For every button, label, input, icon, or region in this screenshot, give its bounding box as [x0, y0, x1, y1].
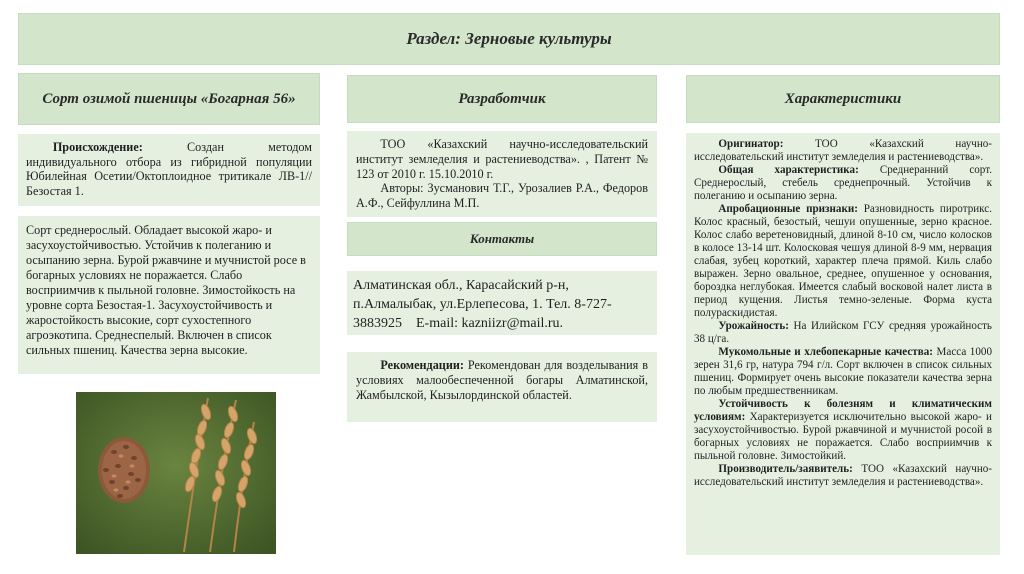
variety-heading: Сорт озимой пшеницы «Богарная 56» [42, 90, 296, 107]
characteristic-item [694, 346, 992, 398]
characteristic-label: Общая характеристика: [718, 164, 859, 176]
characteristic-text: Разновидность пиротрикс. Колос красный, безостый, чешуи опушенные, зерно красное. Колос слабо веретеновидный, длиной 8-10 см, число колосков в колосе 13-14 шт. Колосковая чешуя длиной 8-9 мм, нервация слабая, зубец короткий, характер плеча прямой. Киль слабо выражен. Зерно овальное, среднее, опушенное у основания, бороздка неглубокая. Имеется слабый восковой налет листа в период кущения. Листья темно-зеленые. Форма куста полураскидистая. [694, 203, 992, 319]
variety-description: Сорт среднерослый. Обладает высокой жаро- и засухоустойчивостью. Устойчив к полеганию и осыпанию зерна. Бурой ржавчине и мучнистой росе в богарных условиях не поражается. Слабо восприимчив к пыльной головне. Зимостойкость на уровне сорта Безостая-1. Засухоустойчивость и жаростойкость высокие, сорт сухостепного агроэкотипа. Среднеспелый. Включен в список сильных пшениц. Качества зерна высокие. [26, 223, 306, 357]
contacts-panel [347, 271, 657, 335]
characteristic-item [694, 320, 992, 346]
contacts-address-line: п.Алмалыбак, ул.Ерлепесова, 1. Тел. 8-727- [353, 297, 612, 312]
characteristics-list [694, 138, 992, 489]
wheat-image [76, 392, 276, 554]
contacts-phone-email: 3883925 E-mail: kazniizr@mail.ru. [353, 316, 564, 331]
characteristic-label: Оригинатор: [718, 138, 784, 150]
developer-authors: Авторы: Зусманович Т.Г., Урозалиев Р.А., Федоров А.Ф., Сейфуллина М.П. [356, 181, 648, 211]
recommendations-text: Рекомендован для возделывания в условиях малообеспеченной богары Алматинской, Жамбылской, Кызылординской областей. [356, 358, 648, 402]
developer-heading-box [347, 75, 657, 123]
characteristic-label: Производитель/заявитель: [718, 463, 853, 475]
contacts-address-line: Алматинская обл., Карасайский р-н, [353, 278, 569, 293]
characteristic-item [694, 138, 992, 164]
recommendations-panel [347, 352, 657, 422]
characteristic-text: Характеризуется исключительно высокой жаро- и засухоустойчивостью. Бурой ржавчиной и мучнистой росой в богарных условиях не поражается. Слабо восприимчив к пыльной головне. Зимостойкий. [694, 411, 992, 462]
description-panel [18, 216, 320, 374]
characteristics-panel [686, 133, 1000, 555]
characteristic-text: Среднеранний сорт. Среднерослый, стебель среднепрочный. Устойчив к полеганию и осыпанию зерна. [694, 164, 992, 202]
characteristic-item [694, 463, 992, 489]
contacts-heading: Контакты [469, 231, 535, 246]
wheat-photo [76, 392, 276, 554]
section-title: Раздел: Зерновые культуры [406, 29, 612, 48]
characteristics-heading-box [686, 75, 1000, 123]
characteristics-heading: Характеристики [784, 90, 902, 107]
characteristic-label: Устойчивость к болезням и климатическим условиям: [694, 398, 992, 423]
section-title-bar [18, 13, 1000, 65]
origin-panel [18, 134, 320, 206]
developer-heading: Разработчик [458, 90, 546, 107]
origin-text: Создан методом индивидуального отбора из гибридной популяции Юбилейная Осетии/Октоплоидное тритикале ЛВ-1//Безостая 1. [26, 140, 312, 198]
characteristic-label: Мукомольные и хлебопекарные качества: [718, 346, 933, 358]
contacts-heading-box [347, 222, 657, 256]
recommendations-label: Рекомендации: [380, 358, 464, 372]
characteristic-item [694, 398, 992, 463]
characteristic-item [694, 164, 992, 203]
characteristic-label: Урожайность: [718, 320, 789, 332]
variety-heading-box [18, 73, 320, 125]
characteristic-text: На Илийском ГСУ средняя урожайность 38 ц/га. [694, 320, 992, 345]
characteristic-label: Апробационные признаки: [718, 203, 858, 215]
characteristic-item [694, 203, 992, 320]
characteristic-text: ТОО «Казахский научно-исследовательский институт земледелия и растениеводства». [694, 463, 992, 488]
grain-pile-icon [98, 437, 150, 503]
developer-panel [347, 131, 657, 217]
origin-label: Происхождение: [52, 140, 143, 154]
developer-org: ТОО «Казахский научно-исследовательский институт земледелия и растениеводства». , Патент № 123 от 2010 г. 15.10.2010 г. [356, 137, 648, 181]
characteristic-text: Масса 1000 зерен 31,6 гр, натура 794 г/л. Сорт включен в список сильных пшениц. Формирует очень высокие показатели качества зерна по любым предшественникам. [694, 346, 992, 397]
characteristic-text: ТОО «Казахский научно-исследовательский институт земледелия и растениеводства». [694, 138, 993, 163]
